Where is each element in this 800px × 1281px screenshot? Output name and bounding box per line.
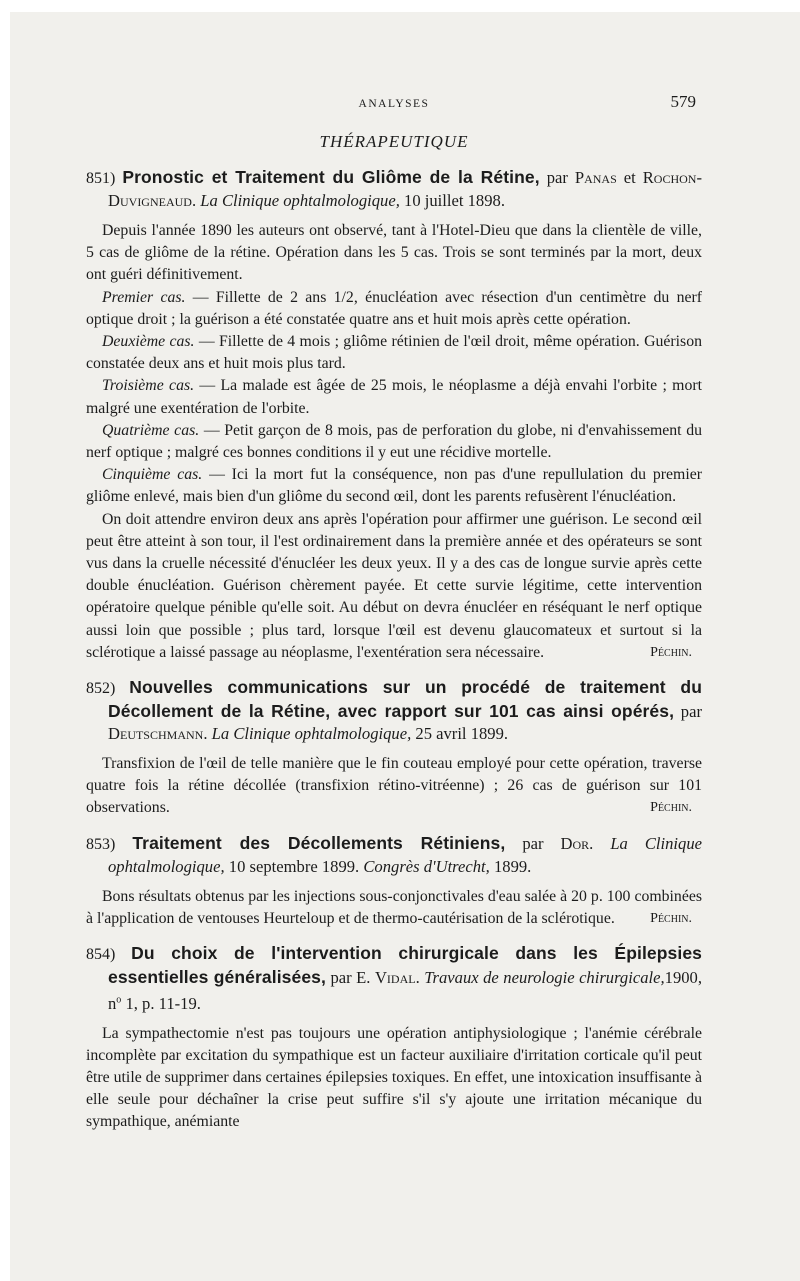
section-title: THÉRAPEUTIQUE xyxy=(319,132,469,151)
entry-title: Du choix de l'intervention chirurgicale dans les Épilepsies essentielles généralisées, xyxy=(108,943,702,988)
case-label: Troisième cas. xyxy=(102,377,195,395)
author-name: Deutschmann. xyxy=(108,724,208,744)
journal-name: La Clinique ophtalmologique, xyxy=(200,191,400,210)
case-text: — Petit garçon de 8 mois, pas de perforation du globe, ni d'envahissement du nerf optique ; malgré ces bonnes conditions il y eut une récidive mortelle. xyxy=(86,421,702,462)
scan-margin-top xyxy=(0,0,800,12)
abstract-text: La sympathectomie n'est pas toujours une opération antiphysiologique ; l'anémie cérébrale incomplète par excitation du sympathique est un facteur auxiliaire d'irritation corticale qu'il peut être utile de supprimer dans certaines épilepsies toxiques. En effet, une intoxication insuffisante à elle seule pour déchaîner la crise peut suffire s'il s'y ajoute une irritation mécanique du sympathique, anémiante xyxy=(86,1024,702,1131)
entry-851-heading xyxy=(86,166,702,212)
publication-date: 1900, xyxy=(664,968,702,988)
abstract-text xyxy=(86,886,702,930)
case-paragraph xyxy=(86,420,702,464)
page-content xyxy=(86,92,702,1134)
entry-title: Traitement des Décollements Rétiniens, xyxy=(132,832,506,853)
publication-date: 10 septembre 1899. xyxy=(228,856,360,876)
page-number: 579 xyxy=(670,92,696,111)
by-text: par xyxy=(546,168,568,187)
entry-number: 854) xyxy=(86,946,116,964)
and-text: et xyxy=(623,168,636,187)
issue-pages: 1, p. 11-19. xyxy=(125,993,201,1013)
issue-number xyxy=(108,994,201,1013)
case-label: Quatrième cas. xyxy=(102,421,200,439)
case-text: — La malade est âgée de 25 mois, le néoplasme a déjà envahi l'orbite ; mort malgré une exentération de l'orbite. xyxy=(86,377,702,417)
case-paragraph xyxy=(86,287,702,331)
entry-853 xyxy=(86,832,702,930)
entry-number: 851) xyxy=(86,170,116,187)
reviewer-signature: Péchin. xyxy=(650,910,692,926)
conclusion-text: On doit attendre environ deux ans après l'opération pour affirmer une guérison. Le second œil peut être atteint à son tour, il l'est ordinairement dans la première année et des opérateurs se sont vus dans la cruelle nécessité d'énucléer les deux yeux. Il y a des cas de longue survie après cette double énucléation. Guérison chèrement payée. Et cette survie légitime, cette intervention opératoire quelque pénible qu'elle soit. Au début on devra énucléer en réséquant le nerf optique aussi loin que possible ; plus tard, lorsque l'œil est devenu glaucomateux et surtout si la sclérotique a laissé passage au néoplasme, l'exentération sera nécessaire. xyxy=(86,510,702,661)
entry-853-heading xyxy=(86,832,702,878)
entry-number: 853) xyxy=(86,835,116,853)
by-text: par xyxy=(522,833,544,853)
running-title: ANALYSES xyxy=(358,98,430,110)
issue-n: n xyxy=(108,993,117,1013)
abstract-body: Bons résultats obtenus par les injections sous-conjonctivales d'eau salée à 20 p. 100 combinées à l'application de ventouses Heurteloup et de thermo-cautérisation de la sclérotique. xyxy=(86,887,702,927)
case-paragraph xyxy=(86,464,702,508)
issue-sup: o xyxy=(116,994,122,1006)
congress-name: Congrès d'Utrecht, xyxy=(363,856,490,876)
author-name: Rochon-Duvigneaud. xyxy=(108,168,702,210)
entry-852-heading xyxy=(86,676,702,745)
case-paragraph xyxy=(86,331,702,375)
case-label: Cinquième cas. xyxy=(102,466,203,484)
entry-title: Pronostic et Traitement du Gliôme de la Rétine, xyxy=(122,167,540,187)
entry-number: 852) xyxy=(86,680,116,698)
author-name: Vidal. xyxy=(374,968,420,988)
publication-date: 25 avril 1899. xyxy=(415,724,509,744)
case-paragraph xyxy=(86,375,702,419)
journal-name: La Clinique ophtalmologique, xyxy=(211,724,412,744)
reviewer-signature: Péchin. xyxy=(650,644,692,660)
publication-date: 10 juillet 1898. xyxy=(404,191,505,210)
abstract-conclusion xyxy=(86,509,702,664)
case-label: Deuxième cas. xyxy=(102,333,195,351)
case-label: Premier cas. xyxy=(102,288,186,306)
journal-name: Travaux de neurologie chirurgicale, xyxy=(424,968,665,988)
entry-852 xyxy=(86,676,702,820)
entry-854 xyxy=(86,942,702,1134)
reviewer-signature: Péchin. xyxy=(650,800,692,816)
abstract-text xyxy=(86,753,702,820)
by-text: par xyxy=(680,702,702,722)
case-text: — Fillette de 2 ans 1/2, énucléation avec résection d'un centimètre du nerf optique droit ; la guérison a été constatée quatre ans et huit mois après cette opération. xyxy=(86,288,702,328)
author-name: Dor. xyxy=(560,833,594,853)
case-text: — Fillette de 4 mois ; gliôme rétinien de l'œil droit, même opération. Guérison constatée deux ans et huit mois plus tard. xyxy=(86,333,703,373)
case-text: — Ici la mort fut la conséquence, non pas d'une repullulation du premier gliôme enlevé, mais bien d'un gliôme du second œil, dont les parents refusèrent l'énucléation. xyxy=(86,466,702,506)
entry-851 xyxy=(86,166,702,664)
abstract-body: Transfixion de l'œil de telle manière que le fin couteau employé pour cette opération, traverse quatre fois la rétine décollée (transfixion rétino-vitréenne) ; 26 cas de guérison sur 101 observations. xyxy=(86,755,702,817)
scan-margin-left xyxy=(0,0,10,1281)
by-text: par E. xyxy=(330,968,371,988)
congress-year: 1899. xyxy=(493,856,532,876)
entry-title: Nouvelles communications sur un procédé de traitement du Décollement de la Rétine, avec rapport sur 101 cas ainsi opérés, xyxy=(108,677,702,722)
entry-854-heading xyxy=(86,942,702,1015)
abstract-intro: Depuis l'année 1890 les auteurs ont observé, tant à l'Hotel-Dieu que dans la clientèle de ville, 5 cas de gliôme de la rétine. Opération dans les 5 cas. Trois se sont terminés par la mort, deux ont guéri définitivement. xyxy=(86,222,702,284)
author-name: Panas xyxy=(574,168,617,187)
running-head xyxy=(86,92,702,118)
journal-name: La Clinique ophtalmologique, xyxy=(108,833,702,876)
